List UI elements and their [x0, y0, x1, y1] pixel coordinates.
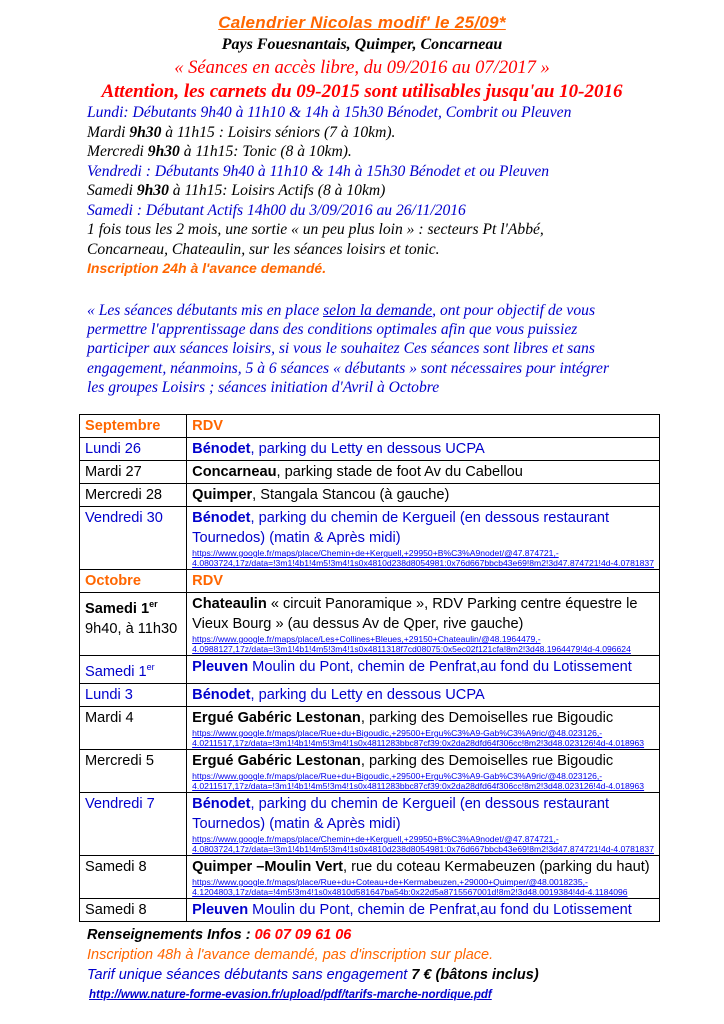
- table-row: Vendredi 30 Bénodet, parking du chemin de Kergueil (en dessous restaurant Tournedos) (matin & Après midi) https://www.google.fr/maps/place/Chemin+de+Kerguell,+29950+B%C3%A9nodet/@47.874721,- 4.0803724,17z/data=!3m1!4b1!4m5!3m4!1s0x4810d238d8054981:0x76d667bbcb43e69!8m2!3d47.874721!4d-4.0781837: [80, 507, 660, 570]
- footer-inscription-48h: Inscription 48h à l'avance demandé, pas d'inscription sur place.: [87, 947, 494, 963]
- weekly-schedule: [87, 103, 647, 279]
- table-row: Samedi 8 Quimper –Moulin Vert, rue du coteau Kermabeuzen (parking du haut) https://www.google.fr/maps/place/Rue+du+Coteau+de+Kermabeuzen,+29000+Quimper/@48.0018235,- 4.1204803,17z/data=!4m5!3m4!1s0x4810d581647ba54b:0x22d5a8715567001d!8m2!3d48.0019384!4d-4.1184096: [80, 855, 660, 898]
- document-title: Calendrier Nicolas modif' le 25/09*: [218, 13, 506, 32]
- calendar-table: [79, 414, 660, 922]
- inscription-24h: Inscription 24h à l'avance demandé.: [87, 260, 327, 276]
- table-row: Vendredi 7 Bénodet, parking du chemin de Kergueil (en dessous restaurant Tournedos) (matin & Après midi) https://www.google.fr/maps/place/Chemin+de+Kerguell,+29950+B%C3%A9nodet/@47.874721,- 4.0803724,17z/data=!3m1!4b1!4m5!3m4!1s0x4810d238d8054981:0x76d667bbcb43e69!8m2!3d47.874721!4d-4.0781837: [80, 792, 660, 855]
- footer-tarif: Tarif unique séances débutants sans engagement 7 € (bâtons inclus): [87, 967, 539, 983]
- map-link[interactable]: https://www.google.fr/maps/place/Rue+du+Coteau+de+Kermabeuzen,+29000+Quimper/@48.0018235,-: [192, 876, 588, 887]
- table-row: Mardi 27 Concarneau, parking stade de foot Av du Cabellou: [80, 461, 660, 484]
- map-link[interactable]: 4.0211517,17z/data=!3m1!4b1!4m5!3m4!1s0x4811283bbc87cf39:0x2da28dfd64f306cc!8m2!3d48.023126!4d-4.018963: [192, 737, 645, 748]
- map-link[interactable]: 4.0211517,17z/data=!3m1!4b1!4m5!3m4!1s0x4811283bbc87cf39:0x2da28dfd64f306cc!8m2!3d48.023126!4d-4.018963: [192, 780, 645, 791]
- table-row: Lundi 26 Bénodet, parking du Letty en dessous UCPA: [80, 438, 660, 461]
- map-link[interactable]: https://www.google.fr/maps/place/Chemin+de+Kerguell,+29950+B%C3%A9nodet/@47.874721,-: [192, 548, 559, 558]
- schedule-mardi: Mardi 9h30 à 11h15 : Loisirs séniors (7 à 10km).: [87, 123, 396, 141]
- table-row: Lundi 3 Bénodet, parking du Letty en dessous UCPA: [80, 683, 660, 706]
- table-row: Samedi 1er Pleuven Moulin du Pont, chemin de Penfrat,au fond du Lotissement: [80, 656, 660, 684]
- footer-info: Renseignements Infos : 06 07 09 61 06: [87, 927, 352, 943]
- region-subtitle: Pays Fouesnantais, Quimper, Concarneau: [221, 36, 503, 53]
- map-link[interactable]: 4.0803724,17z/data=!3m1!4b1!4m5!3m4!1s0x4810d238d8054981:0x76d667bbcb43e69!8m2!3d47.874721!4d-4.0781837: [192, 843, 654, 854]
- seances-period: « Séances en accès libre, du 09/2016 au 07/2017 »: [174, 58, 550, 78]
- tarif-link[interactable]: http://www.nature-forme-evasion.fr/upload/pdf/tarifs-marche-nordique.pdf: [89, 989, 492, 1001]
- map-link[interactable]: https://www.google.fr/maps/place/Rue+du+Bigoudic,+29500+Ergu%C3%A9-Gab%C3%A9ric/@48.023126,-: [192, 770, 603, 781]
- schedule-mercredi: Mercredi 9h30 à 11h15: Tonic (8 à 10km).: [87, 143, 352, 160]
- footer-phone: 06 07 09 61 06: [254, 927, 352, 943]
- schedule-lundi: Lundi: Débutants 9h40 à 11h10 & 14h à 15h30 Bénodet, Combrit ou Pleuven: [87, 104, 572, 121]
- intro-paragraph: « Les séances débutants mis en place selon la demande, ont pour objectif de vous permettre l'apprentissage dans des conditions optimales afin que vous puissiez participer aux séances loisirs, si vous le souhaitez Ces séances sont libres et sans engagement, néanmoins, 5 à 6 séances « débutants » sont nécessaires pour intégrer les groupes Loisirs ; séances initiation d'Avril à Octobre: [87, 302, 610, 396]
- map-link[interactable]: 4.1204803,17z/data=!4m5!3m4!1s0x4810d581647ba54b:0x22d5a8715567001d!8m2!3d48.0019384!4d-4.1184096: [192, 886, 628, 897]
- map-link[interactable]: 4.0988127,17z/data=!3m1!4b1!4m5!3m4!1s0x4811318f7cd08075:0x5ec02f121cfa!8m2!3d48.1964479!4d-4.096624: [192, 644, 631, 654]
- table-row: Samedi 8 Pleuven Moulin du Pont, chemin de Penfrat,au fond du Lotissement: [80, 898, 660, 921]
- table-row: Mardi 4 Ergué Gabéric Lestonan, parking des Demoiselles rue Bigoudic https://www.google.fr/maps/place/Rue+du+Bigoudic,+29500+Ergu%C3%A9-Gab%C3%A9ric/@48.023126,- 4.0211517,17z/data=!3m1!4b1!4m5!3m4!1s0x4811283bbc87cf39:0x2da28dfd64f306cc!8m2!3d48.023126!4d-4.018963: [80, 706, 660, 749]
- schedule-samedi: Samedi 9h30 à 11h15: Loisirs Actifs (8 à 10km): [87, 182, 386, 199]
- schedule-samedi-debutant: Samedi : Débutant Actifs 14h00 du 3/09/2016 au 26/11/2016: [87, 201, 466, 219]
- table-header-september: Septembre RDV: [80, 415, 660, 438]
- intro-underlined: selon la demande: [323, 302, 433, 319]
- table-row: Mercredi 5 Ergué Gabéric Lestonan, parking des Demoiselles rue Bigoudic https://www.google.fr/maps/place/Rue+du+Bigoudic,+29500+Ergu%C3%A9-Gab%C3%A9ric/@48.023126,- 4.0211517,17z/data=!3m1!4b1!4m5!3m4!1s0x4811283bbc87cf39:0x2da28dfd64f306cc!8m2!3d48.023126!4d-4.018963: [80, 749, 660, 792]
- schedule-sortie-line2: Concarneau, Chateaulin, sur les séances loisirs et tonic.: [87, 240, 440, 258]
- map-link[interactable]: 4.0803724,17z/data=!3m1!4b1!4m5!3m4!1s0x4810d238d8054981:0x76d667bbcb43e69!8m2!3d47.874721!4d-4.0781837: [192, 558, 654, 568]
- map-link[interactable]: https://www.google.fr/maps/place/Rue+du+Bigoudic,+29500+Ergu%C3%A9-Gab%C3%A9ric/@48.023126,-: [192, 727, 603, 738]
- table-row: Mercredi 28 Quimper, Stangala Stancou (à gauche): [80, 484, 660, 507]
- map-link[interactable]: https://www.google.fr/maps/place/Chemin+de+Kerguell,+29950+B%C3%A9nodet/@47.874721,-: [192, 833, 559, 844]
- table-row: Samedi 1er 9h40, à 11h30 Chateaulin « circuit Panoramique », RDV Parking centre équestre le Vieux Bourg » (au dessus Av de Qper, rive gauche) https://www.google.fr/maps/place/Les+Collines+Bleues,+29150+Chateaulin/@48.1964479,- 4.0988127,17z/data=!3m1!4b1!4m5!3m4!1s0x4811318f7cd08075:0x5ec02f121cfa!8m2!3d48.1964479!4d-4.096624: [80, 593, 660, 656]
- schedule-vendredi: Vendredi : Débutants 9h40 à 11h10 & 14h à 15h30 Bénodet et ou Pleuven: [87, 162, 550, 180]
- table-header-october: Octobre RDV: [80, 570, 660, 593]
- map-link[interactable]: https://www.google.fr/maps/place/Les+Collines+Bleues,+29150+Chateaulin/@48.1964479,-: [192, 634, 541, 644]
- schedule-sortie-line1: 1 fois tous les 2 mois, une sortie « un peu plus loin » : secteurs Pt l'Abbé,: [87, 221, 544, 238]
- attention-notice: Attention, les carnets du 09-2015 sont utilisables jusqu'au 10-2016: [101, 81, 623, 102]
